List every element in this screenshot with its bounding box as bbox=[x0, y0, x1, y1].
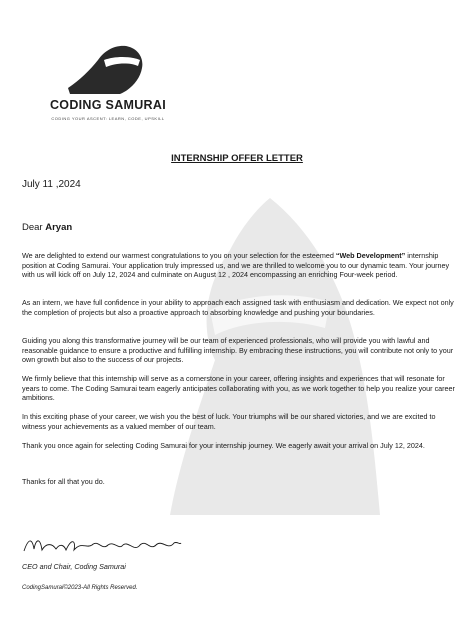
internship-role: “Web Development” bbox=[335, 251, 406, 260]
company-logo bbox=[38, 40, 178, 125]
letter-title: INTERNSHIP OFFER LETTER bbox=[171, 153, 303, 164]
letter-date: July 11 ,2024 bbox=[22, 179, 81, 190]
recipient-name: Aryan bbox=[45, 222, 73, 233]
paragraph-guidance: Guiding you along this transformative journey will be our team of experienced professionals, who will provide you with lawful and reasonable guidance to ensure a productive and fulfilling internship. By embracing these instructions, you will contribute not only to your own growth but also to the success of our projects. bbox=[22, 336, 454, 365]
paragraph-career: We firmly believe that this internship will serve as a cornerstone in your career, offering insights and experiences that will resonate for years to come. The Coding Samurai team eagerly anticipates collaborating with you, as we work together to help you realize your career ambitions. bbox=[22, 374, 455, 403]
paragraph-closing: Thanks for all that you do. bbox=[22, 477, 105, 486]
logo-tagline: CODING YOUR ASCENT: LEARN, CODE, UPSKILL bbox=[51, 116, 165, 121]
samurai-logo-icon bbox=[60, 40, 150, 95]
paragraph-thanks: Thank you once again for selecting Coding Samurai for your internship journey. We eagerly await your arrival on July 12, 2024. bbox=[22, 441, 425, 450]
greeting bbox=[22, 222, 72, 233]
paragraph-expectations: As an intern, we have full confidence in your ability to approach each assigned task with enthusiasm and dedication. We expect not only the completion of projects but also a proactive approach to absorbing knowledge and pushing your boundaries. bbox=[22, 298, 454, 317]
intro-text-before: We are delighted to extend our warmest congratulations to you on your selection for the esteemed bbox=[22, 251, 336, 260]
intro-text-after: internship position at Coding Samurai. Your application truly impressed us, and we are thrilled to welcome you to our dynamic team. Your journey with us will kick off on July 12, 2024 and culminate on August 12 , 2024 encompassing an enriching Four-week period. bbox=[22, 251, 450, 280]
copyright-notice: CodingSamurai©2023-All Rights Reserved. bbox=[22, 585, 138, 591]
paragraph-wishes: In this exciting phase of your career, we wish you the best of luck. Your triumphs will be our shared victories, and we are excited to witness your achievements as a valued member of our team. bbox=[22, 412, 436, 431]
signatory-role: CEO and Chair, Coding Samurai bbox=[22, 562, 126, 571]
logo-name: CODING SAMURAI bbox=[49, 98, 166, 112]
salutation: Dear bbox=[22, 222, 46, 233]
paragraph-intro bbox=[22, 251, 456, 280]
signature-text: Mohd Asham Onjim bbox=[22, 556, 31, 557]
handwritten-signature bbox=[22, 533, 182, 557]
